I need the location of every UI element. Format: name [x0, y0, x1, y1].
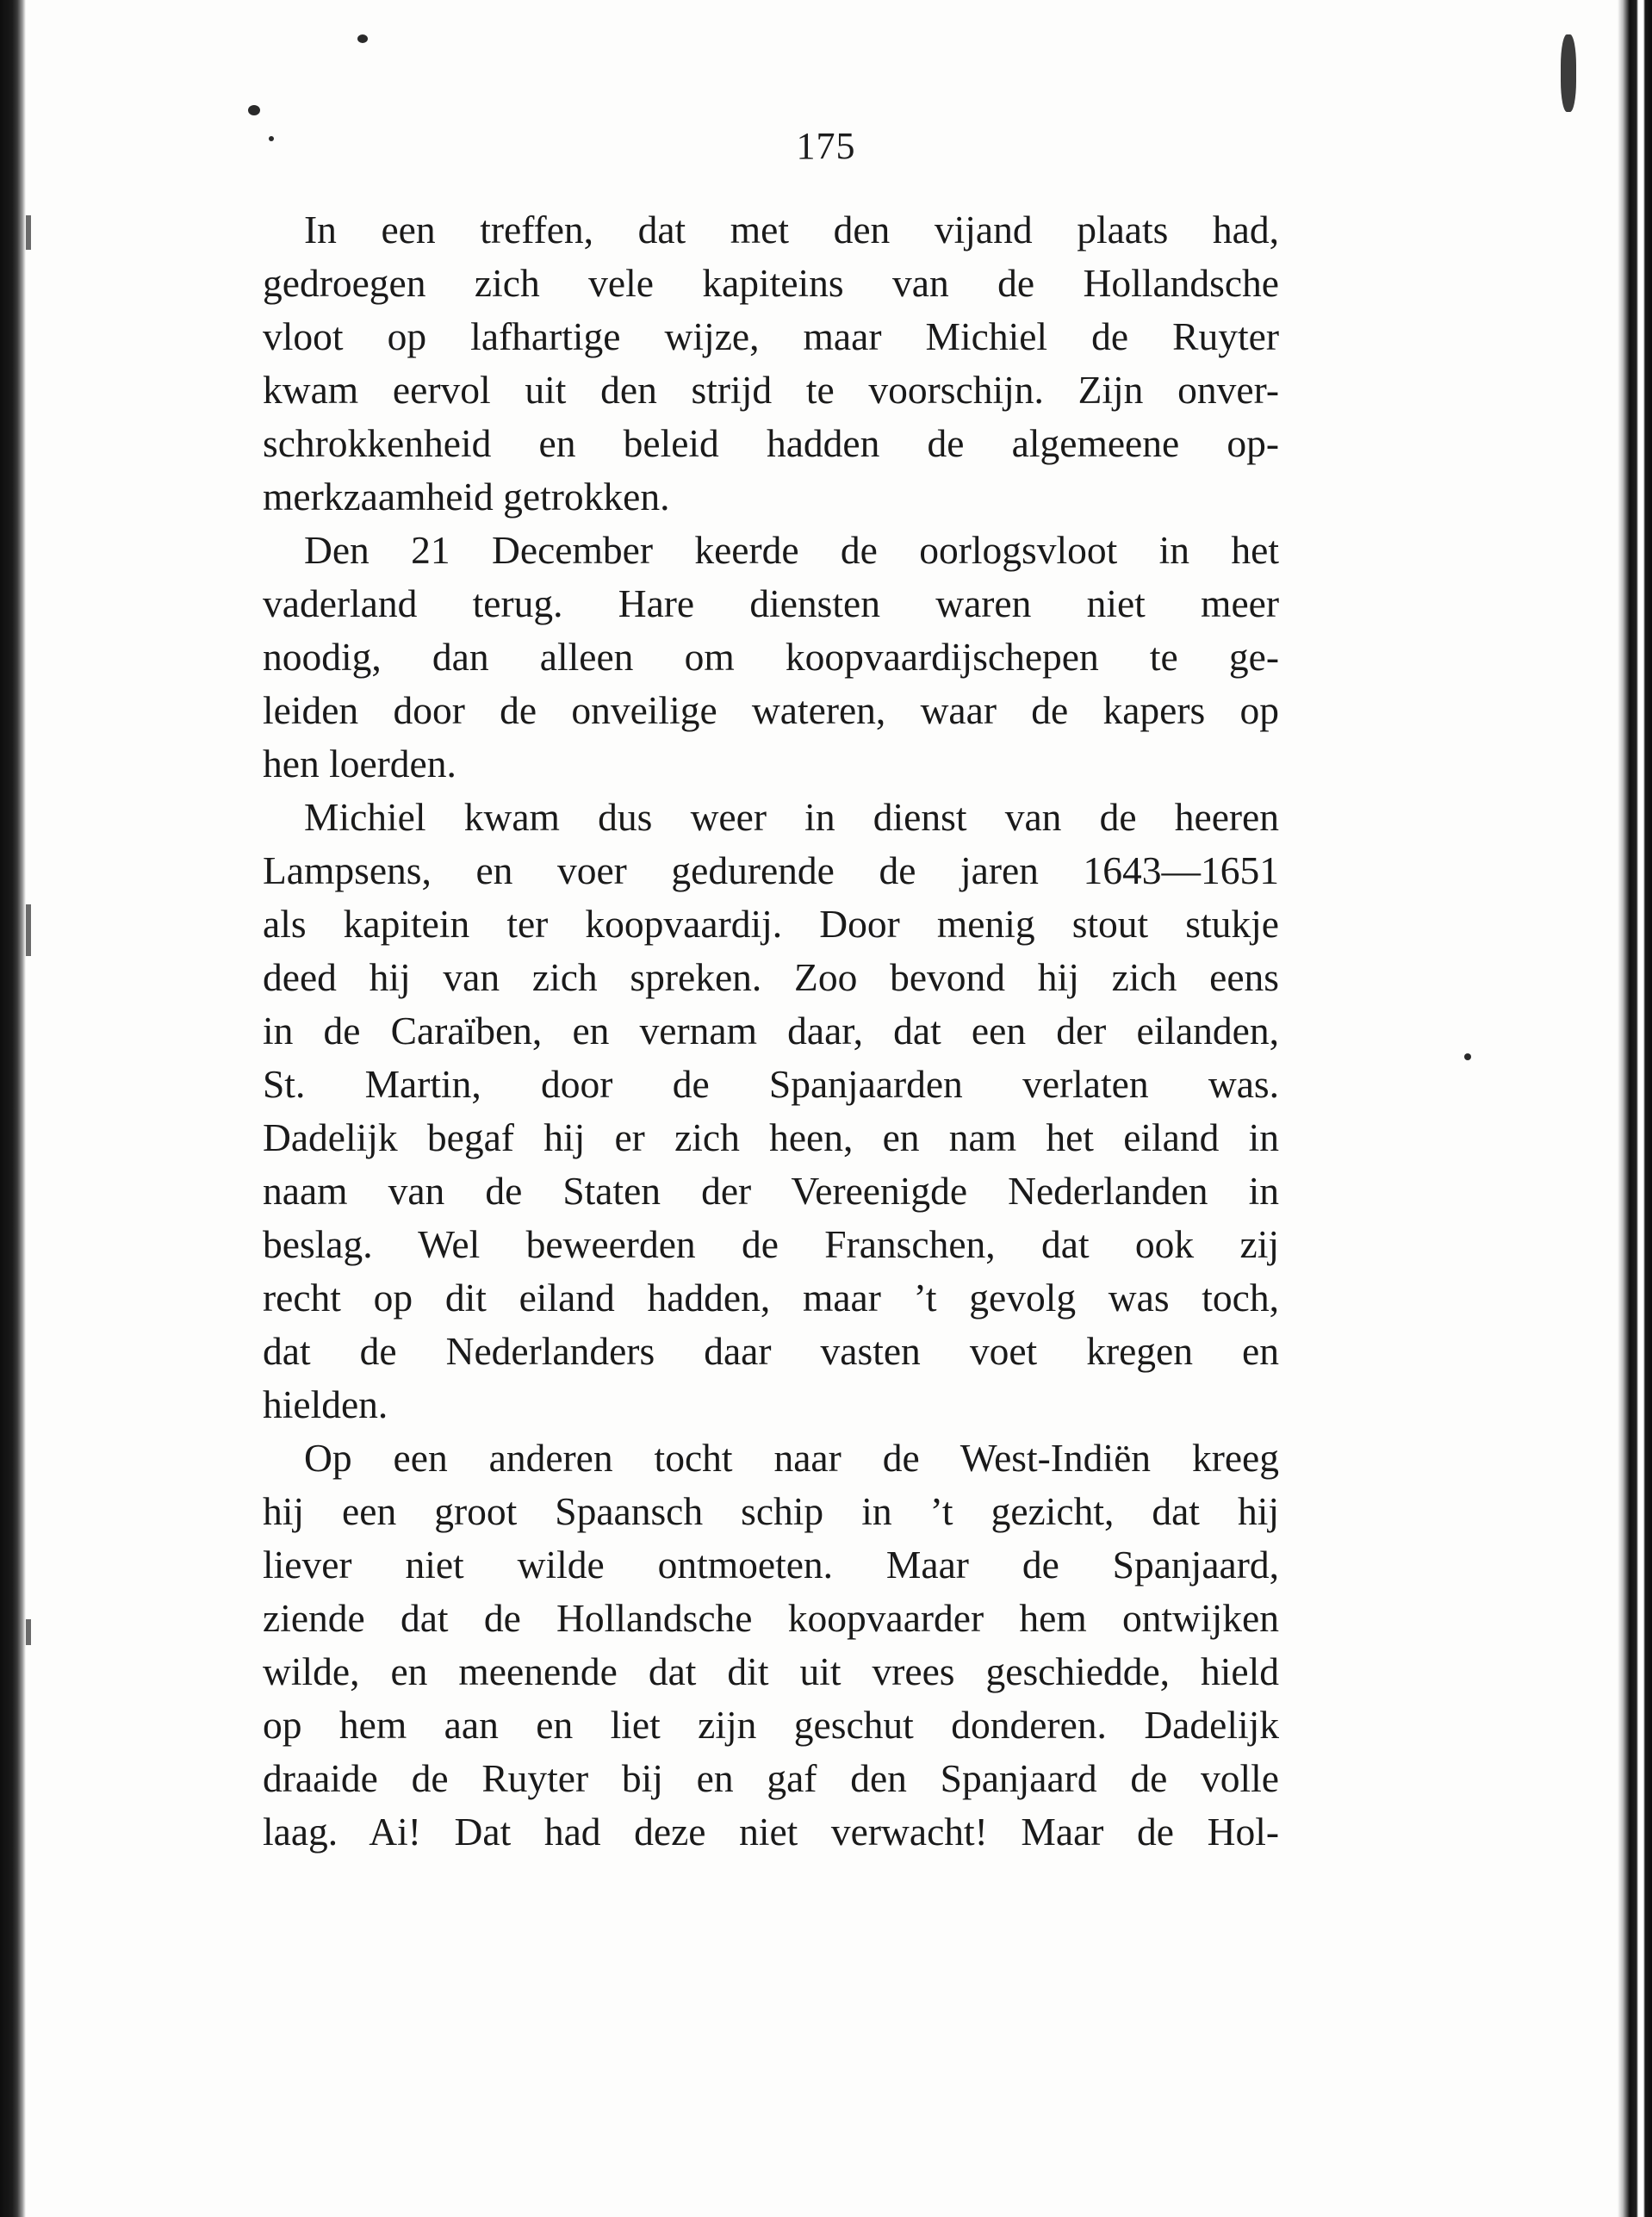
text-line: op hem aan en liet zijn geschut donderen. Dadelijk: [263, 1703, 1279, 1747]
scan-speck: [26, 904, 31, 956]
text-line: beslag. Wel beweerden de Franschen, dat ook zij: [263, 1222, 1279, 1266]
text-line: ziende dat de Hollandsche koopvaarder hem ontwijken: [263, 1596, 1279, 1640]
text-line: Lampsens, en voer gedurende de jaren 1643—1651: [263, 848, 1279, 892]
text-line: recht op dit eiland hadden, maar ’t gevolg was toch,: [263, 1276, 1279, 1320]
text-line: deed hij van zich spreken. Zoo bevond hij zich eens: [263, 955, 1279, 999]
text-line: In een treffen, dat met den vijand plaats had,: [304, 208, 1279, 252]
text-line: vaderland terug. Hare diensten waren niet meer: [263, 581, 1279, 625]
text-line: Den 21 December keerde de oorlogsvloot in het: [304, 528, 1279, 572]
paragraph: [263, 203, 1279, 524]
text-line: noodig, dan alleen om koopvaardijschepen te ge-: [263, 635, 1279, 679]
text-line: Dadelijk begaf hij er zich heen, en nam het eiland in: [263, 1115, 1279, 1159]
text-line: vloot op lafhartige wijze, maar Michiel de Ruyter: [263, 314, 1279, 358]
ink-smudge: [248, 105, 260, 115]
ink-dot: [1464, 1053, 1471, 1060]
text-line: St. Martin, door de Spanjaarden verlaten was.: [263, 1062, 1279, 1106]
text-line: hielden.: [263, 1382, 388, 1426]
scan-speck: [26, 1619, 31, 1645]
text-line: naam van de Staten der Vereenigde Nederlanden in: [263, 1169, 1279, 1213]
paragraph: [263, 1431, 1279, 1859]
ink-smudge: [1561, 34, 1576, 112]
text-line: Op een anderen tocht naar de West-Indiën kreeg: [304, 1436, 1279, 1480]
text-line: leiden door de onveilige wateren, waar de kapers op: [263, 688, 1279, 732]
text-line: hij een groot Spaansch schip in ’t gezicht, dat hij: [263, 1489, 1279, 1533]
text-line: schrokkenheid en beleid hadden de algemeene op-: [263, 421, 1279, 465]
text-line: wilde, en meenende dat dit uit vrees geschiedde, hield: [263, 1649, 1279, 1693]
text-line: gedroegen zich vele kapiteins van de Hollandsche: [263, 261, 1279, 305]
text-line: hen loerden.: [263, 742, 456, 786]
paragraph: [263, 524, 1279, 791]
text-line: laag. Ai! Dat had deze niet verwacht! Maar de Hol-: [263, 1810, 1279, 1854]
body-text: [263, 203, 1279, 1859]
text-line: draaide de Ruyter bij en gaf den Spanjaard de volle: [263, 1756, 1279, 1800]
ink-smudge: [357, 34, 368, 43]
binding-edge-left: [0, 0, 26, 2217]
text-line: liever niet wilde ontmoeten. Maar de Spanjaard,: [263, 1543, 1279, 1587]
paragraph: [263, 791, 1279, 1431]
text-line: Michiel kwam dus weer in dienst van de heeren: [304, 795, 1279, 839]
text-line: merkzaamheid getrokken.: [263, 475, 670, 519]
scan-speck: [26, 215, 31, 250]
text-line: in de Caraïben, en vernam daar, dat een der eilanden,: [263, 1009, 1279, 1053]
text-line: kwam eervol uit den strijd te voorschijn. Zijn onver-: [263, 368, 1279, 412]
page-number: 175: [796, 125, 856, 167]
text-line: als kapitein ter koopvaardij. Door menig stout stukje: [263, 902, 1279, 946]
text-line: dat de Nederlanders daar vasten voet kregen en: [263, 1329, 1279, 1373]
page-edge-right: [1618, 0, 1652, 2217]
